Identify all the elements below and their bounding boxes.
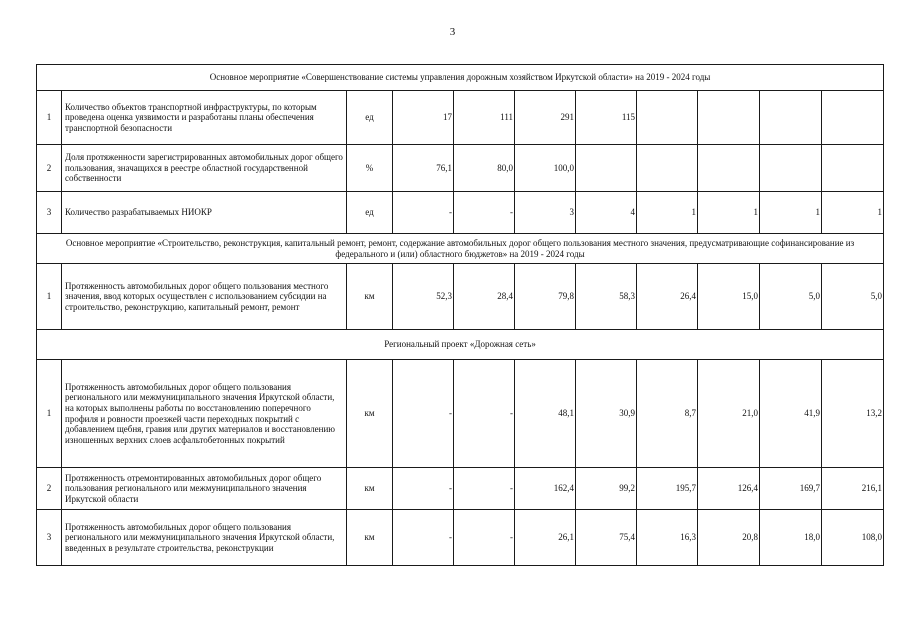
value-cell: 195,7 [637, 468, 698, 510]
value-cell: - [393, 192, 454, 234]
value-cell: 52,3 [393, 264, 454, 330]
value-cell: 28,4 [454, 264, 515, 330]
value-cell: 5,0 [822, 264, 884, 330]
table-row [37, 468, 884, 510]
indicator-name: Протяженность автомобильных дорог общего пользования местного значения, ввод которых осуществлен с использованием субсидии на строительство, реконструкцию, капитальный ремонт, ремонт [62, 264, 347, 330]
value-cell: 17 [393, 91, 454, 145]
value-cell: 111 [454, 91, 515, 145]
value-cell: 13,2 [822, 360, 884, 468]
indicators-table [36, 64, 884, 566]
value-cell: 126,4 [698, 468, 760, 510]
section-header-row [37, 330, 884, 360]
value-cell: - [454, 510, 515, 566]
value-cell: 108,0 [822, 510, 884, 566]
value-cell: 76,1 [393, 145, 454, 192]
value-cell: 75,4 [576, 510, 637, 566]
value-cell: 100,0 [515, 145, 576, 192]
value-cell: 16,3 [637, 510, 698, 566]
table-row [37, 91, 884, 145]
value-cell [822, 91, 884, 145]
row-number: 2 [37, 468, 62, 510]
value-cell: 291 [515, 91, 576, 145]
unit-cell: % [347, 145, 393, 192]
section-header-row [37, 234, 884, 264]
value-cell: - [454, 468, 515, 510]
value-cell [576, 145, 637, 192]
row-number: 1 [37, 360, 62, 468]
value-cell: 8,7 [637, 360, 698, 468]
indicator-name: Количество разрабатываемых НИОКР [62, 192, 347, 234]
unit-cell: ед [347, 192, 393, 234]
value-cell [822, 145, 884, 192]
value-cell: - [393, 510, 454, 566]
section-header-row [37, 65, 884, 91]
value-cell: 30,9 [576, 360, 637, 468]
section-title: Основное мероприятие «Строительство, реконструкция, капитальный ремонт, ремонт, содержание автомобильных дорог общего пользования местного значения, предусматривающие софинансирование из федерального и (или) областного бюджетов» на 2019 - 2024 годы [37, 234, 884, 264]
value-cell: - [393, 360, 454, 468]
indicator-name: Доля протяженности зарегистрированных автомобильных дорог общего пользования, значащихся в реестре областной государственной собственности [62, 145, 347, 192]
table-row [37, 145, 884, 192]
row-number: 3 [37, 510, 62, 566]
value-cell: 4 [576, 192, 637, 234]
value-cell: 5,0 [760, 264, 822, 330]
section-title: Основное мероприятие «Совершенствование системы управления дорожным хозяйством Иркутской области» на 2019 - 2024 годы [37, 65, 884, 91]
table-row [37, 264, 884, 330]
value-cell [698, 145, 760, 192]
row-number: 1 [37, 264, 62, 330]
value-cell: 1 [822, 192, 884, 234]
value-cell: 115 [576, 91, 637, 145]
value-cell: 169,7 [760, 468, 822, 510]
value-cell: 26,1 [515, 510, 576, 566]
section-title: Региональный проект «Дорожная сеть» [37, 330, 884, 360]
value-cell: 15,0 [698, 264, 760, 330]
value-cell: 20,8 [698, 510, 760, 566]
value-cell: 41,9 [760, 360, 822, 468]
unit-cell: км [347, 264, 393, 330]
value-cell: 1 [637, 192, 698, 234]
value-cell: - [454, 192, 515, 234]
table-row [37, 360, 884, 468]
value-cell: - [454, 360, 515, 468]
row-number: 2 [37, 145, 62, 192]
indicator-name: Протяженность автомобильных дорог общего пользования регионального или межмуниципального значения Иркутской области, введенных в результате строительства, реконструкции [62, 510, 347, 566]
table-row [37, 510, 884, 566]
value-cell: 3 [515, 192, 576, 234]
unit-cell: км [347, 468, 393, 510]
value-cell: 79,8 [515, 264, 576, 330]
row-number: 3 [37, 192, 62, 234]
value-cell: 58,3 [576, 264, 637, 330]
value-cell: - [393, 468, 454, 510]
value-cell: 80,0 [454, 145, 515, 192]
page-number: 3 [449, 26, 456, 38]
value-cell [637, 145, 698, 192]
unit-cell: ед [347, 91, 393, 145]
value-cell [760, 91, 822, 145]
value-cell [637, 91, 698, 145]
value-cell: 48,1 [515, 360, 576, 468]
indicator-name: Протяженность автомобильных дорог общего пользования регионального или межмуниципального значения Иркутской области, на которых выполнены работы по восстановлению поперечного профиля и ровности проезжей части переходных покрытий с добавлением щебня, гравия или других материалов и восстановлению изношенных верхних слоев асфальтобетонных покрытий [62, 360, 347, 468]
value-cell: 1 [698, 192, 760, 234]
indicator-name: Протяженность отремонтированных автомобильных дорог общего пользования регионального или межмуниципального значения Иркутской области [62, 468, 347, 510]
value-cell: 26,4 [637, 264, 698, 330]
indicator-name: Количество объектов транспортной инфраструктуры, по которым проведена оценка уязвимости и разработаны планы обеспечения транспортной безопасности [62, 91, 347, 145]
table-row [37, 192, 884, 234]
value-cell: 18,0 [760, 510, 822, 566]
value-cell: 1 [760, 192, 822, 234]
unit-cell: км [347, 360, 393, 468]
unit-cell: км [347, 510, 393, 566]
value-cell [760, 145, 822, 192]
value-cell: 99,2 [576, 468, 637, 510]
value-cell: 216,1 [822, 468, 884, 510]
value-cell: 21,0 [698, 360, 760, 468]
value-cell [698, 91, 760, 145]
value-cell: 162,4 [515, 468, 576, 510]
row-number: 1 [37, 91, 62, 145]
